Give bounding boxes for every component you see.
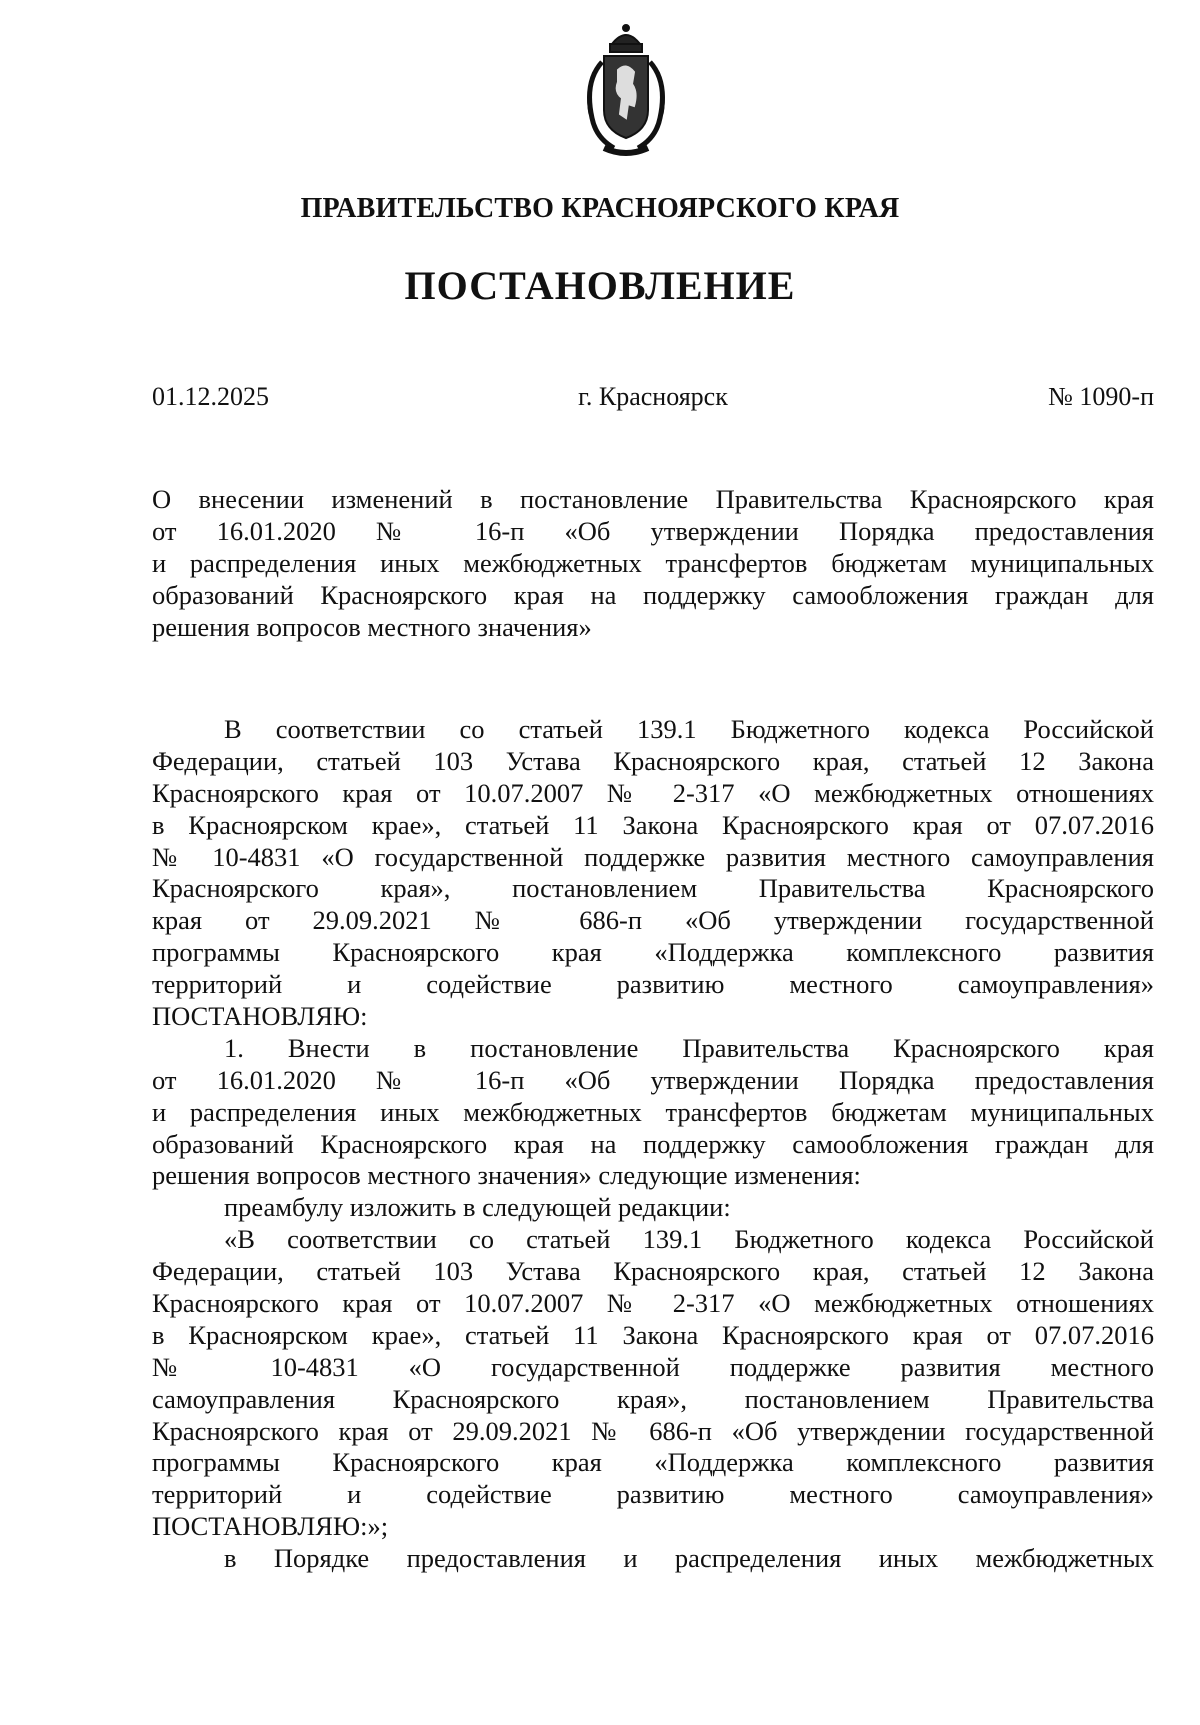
body-line: № 10-4831 «О государственной поддержке развития местного самоуправления <box>152 841 1154 872</box>
body-line: Красноярского края от 10.07.2007 № 2-317 «О межбюджетных отношениях <box>152 777 1154 808</box>
body-line: Красноярского края от 10.07.2007 № 2-317 «О межбюджетных отношениях <box>152 1288 1154 1319</box>
body-line: в Красноярском крае», статьей 11 Закона Красноярского края от 07.07.2016 <box>152 809 1154 840</box>
body-line: № 10-4831 «О государственной поддержке развития местного <box>152 1351 1154 1382</box>
body-line: и распределения иных межбюджетных трансфертов бюджетам муниципальных <box>152 1096 1154 1127</box>
body-line: образований Красноярского края на поддержку самообложения граждан для <box>152 1128 1154 1159</box>
body-line: ПОСТАНОВЛЯЮ: <box>152 1001 368 1032</box>
body-line: программы Красноярского края «Поддержка комплексного развития <box>152 1447 1154 1478</box>
document-date: 01.12.2025 <box>152 382 269 411</box>
body-line: решения вопросов местного значения» следующие изменения: <box>152 1160 861 1191</box>
organization-title: ПРАВИТЕЛЬСТВО КРАСНОЯРСКОГО КРАЯ <box>300 193 900 224</box>
body-line: преамбулу изложить в следующей редакции: <box>224 1192 731 1223</box>
document-meta <box>152 380 1154 414</box>
body-line: самоуправления Красноярского края», постановлением Правительства <box>152 1383 1154 1414</box>
body-line: «В соответствии со статьей 139.1 Бюджетного кодекса Российской <box>224 1224 1154 1255</box>
coat-of-arms-icon <box>574 22 678 162</box>
body-line: программы Красноярского края «Поддержка комплексного развития <box>152 937 1154 968</box>
body-line: в Красноярском крае», статьей 11 Закона Красноярского края от 07.07.2016 <box>152 1319 1154 1350</box>
document-number: № 1090-п <box>1048 382 1154 411</box>
body-line: от 16.01.2020 № 16-п «Об утверждении Порядка предоставления <box>152 1064 1154 1095</box>
subject-line: решения вопросов местного значения» <box>152 611 592 642</box>
body-line: 1. Внести в постановление Правительства Красноярского края <box>224 1032 1154 1063</box>
document-body <box>152 714 1154 1575</box>
body-line: Красноярского края от 29.09.2021 № 686-п «Об утверждении государственной <box>152 1415 1154 1446</box>
body-line: Красноярского края», постановлением Правительства Красноярского <box>152 873 1154 904</box>
body-line: территорий и содействие развитию местного самоуправления» <box>152 1479 1154 1510</box>
subject-line: О внесении изменений в постановление Правительства Красноярского края <box>152 484 1154 514</box>
body-line: ПОСТАНОВЛЯЮ:»; <box>152 1511 389 1542</box>
document-type-title: ПОСТАНОВЛЕНИЕ <box>404 263 796 308</box>
body-line: края от 29.09.2021 № 686-п «Об утверждении государственной <box>152 905 1154 936</box>
body-line: Федерации, статьей 103 Устава Красноярского края, статьей 12 Закона <box>152 1256 1154 1287</box>
document-subject <box>152 484 1154 643</box>
body-line: В соответствии со статьей 139.1 Бюджетного кодекса Российской <box>224 714 1154 744</box>
subject-line: от 16.01.2020 № 16-п «Об утверждении Порядка предоставления <box>152 515 1154 546</box>
body-line: Федерации, статьей 103 Устава Красноярского края, статьей 12 Закона <box>152 745 1154 776</box>
subject-line: и распределения иных межбюджетных трансфертов бюджетам муниципальных <box>152 547 1154 578</box>
subject-line: образований Красноярского края на поддержку самообложения граждан для <box>152 579 1154 610</box>
document-city: г. Красноярск <box>578 382 728 411</box>
body-line: в Порядке предоставления и распределения иных межбюджетных <box>224 1543 1154 1574</box>
body-line: территорий и содействие развитию местного самоуправления» <box>152 969 1154 1000</box>
